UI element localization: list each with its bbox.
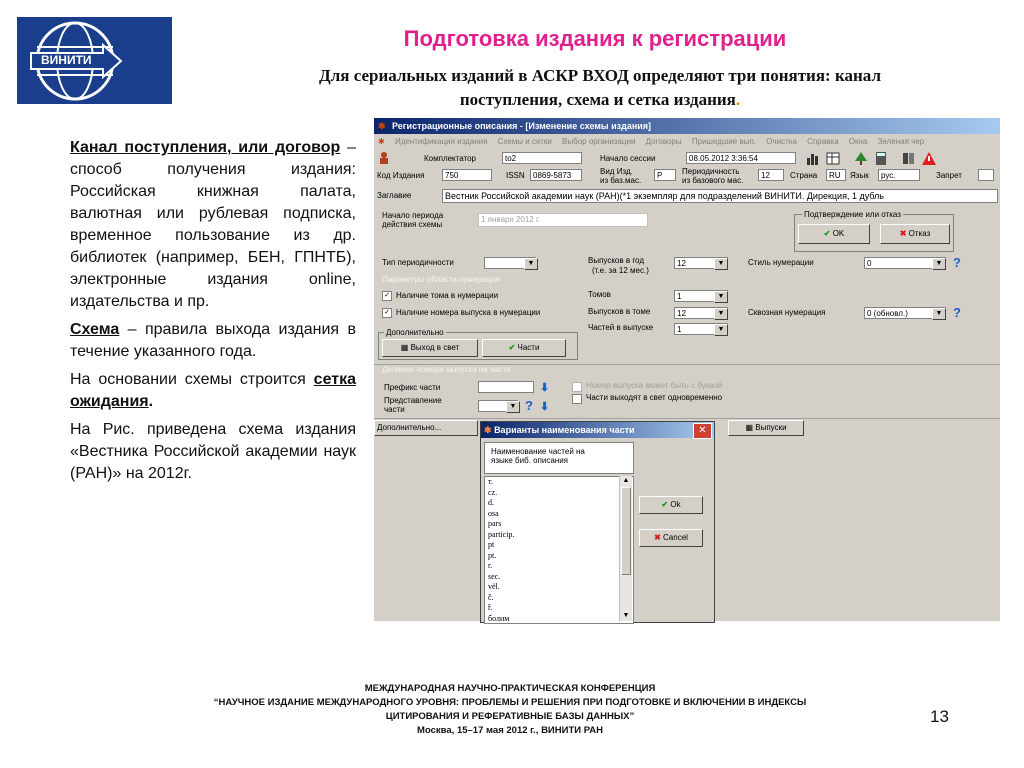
check-icon: ✔ xyxy=(661,500,669,509)
dialog-desc-1: Наименование частей на xyxy=(491,447,585,456)
list-item[interactable]: cz. xyxy=(488,487,498,497)
numbering-style-label: Стиль нумерации xyxy=(748,258,814,267)
logo-text: ВИНИТИ xyxy=(41,53,92,67)
confirm-group-label: Подтверждение или отказ xyxy=(804,210,901,219)
country-field[interactable]: RU xyxy=(826,169,846,181)
ban-field[interactable] xyxy=(978,169,994,181)
menu-item-help[interactable]: Справка xyxy=(807,137,839,146)
period-label-2: из базового мас. xyxy=(682,176,744,185)
parts-together-label: Части выходят в свет одновременно xyxy=(586,393,723,402)
chevron-down-icon[interactable]: ▼ xyxy=(714,308,728,320)
dialog-app-icon: ✱ xyxy=(484,425,492,435)
app-icon: ✱ xyxy=(378,121,386,131)
list-item[interactable]: sec. xyxy=(488,571,501,581)
list-scrollbar[interactable] xyxy=(619,476,632,621)
page-number: 13 xyxy=(930,707,949,726)
list-item[interactable]: pars xyxy=(488,519,502,528)
issue-in-num-label: Наличие номера выпуска в нумерации xyxy=(396,308,541,317)
letter-num-checkbox[interactable] xyxy=(572,382,582,392)
issues-button[interactable] xyxy=(728,420,804,436)
lang-label: Язык xyxy=(850,171,869,180)
menu-item-contracts[interactable]: Договоры xyxy=(645,137,682,146)
chevron-down-icon[interactable]: ▼ xyxy=(714,291,728,303)
vid-field[interactable]: P xyxy=(654,169,676,181)
divider xyxy=(374,418,1000,419)
params-header: Параметры области нумерации xyxy=(382,275,500,284)
list-item[interactable]: vël. xyxy=(488,582,500,591)
country-label: Страна xyxy=(790,171,818,180)
subtitle-line-1: Для сериальных изданий в АСКР ВХОД определяют три понятия: канал xyxy=(319,66,881,85)
volumes-label: Томов xyxy=(588,290,611,299)
term-grid: сетка ожидания xyxy=(70,371,356,410)
kod-label: Код Издания xyxy=(377,171,425,180)
paragraph-channel xyxy=(70,137,356,313)
issues-year-combo[interactable]: 12 xyxy=(674,257,728,269)
warning-icon[interactable] xyxy=(922,152,936,165)
ok-label: OK xyxy=(832,229,845,238)
repr-label-1: Представление xyxy=(384,396,442,405)
chevron-down-icon[interactable]: ▼ xyxy=(622,612,630,619)
menu-item-identification[interactable]: Идентификация издания xyxy=(394,137,488,146)
extra-tab[interactable]: Дополнительно... xyxy=(374,420,478,436)
session-label: Начало сессии xyxy=(600,154,656,163)
start-label-2: действия схемы xyxy=(382,220,443,229)
footer-line-4: Москва, 15–17 мая 2012 г., ВИНИТИ РАН xyxy=(417,725,603,736)
term-scheme: Схема xyxy=(70,321,120,338)
issue-out-button[interactable] xyxy=(382,339,478,357)
division-header: Деление номера выпуска на части xyxy=(382,365,511,374)
prefix-field[interactable] xyxy=(478,381,534,393)
table-icon[interactable] xyxy=(826,152,840,165)
scheme-definition: – правила выхода издания в течение указанного года. xyxy=(70,321,356,360)
scroll-thumb[interactable] xyxy=(621,487,631,575)
vid-label-2: из баз.мас. xyxy=(600,176,642,185)
list-item[interactable]: pt. xyxy=(488,550,497,560)
type-period-label: Тип периодичности xyxy=(382,258,454,267)
cancel-button[interactable] xyxy=(880,224,950,244)
repr-label-2: части xyxy=(384,405,405,414)
footer-line-3: ЦИТИРОВАНИЯ И РЕФЕРАТИВНЫЕ БАЗЫ ДАННЫХ” xyxy=(385,711,635,722)
bar-chart-icon[interactable] xyxy=(806,152,820,165)
viniti-logo xyxy=(17,17,172,104)
komplektator-field[interactable]: to2 xyxy=(502,152,582,164)
menu-item-clear[interactable]: Очистка xyxy=(766,137,797,146)
start-label-1: Начало периода xyxy=(382,211,444,220)
issues-year-label-1: Выпусков в год xyxy=(588,256,644,265)
start-date-field[interactable]: 1 января 2012 г. xyxy=(478,213,648,227)
menu-item-windows[interactable]: Окна xyxy=(848,137,868,146)
help-icon[interactable]: ? xyxy=(525,398,533,413)
footer-line-2: “НАУЧНОЕ ИЗДАНИЕ МЕЖДУНАРОДНОГО УРОВНЯ: ПРОБЛЕМЫ И РЕШЕНИЯ ПРИ ПОДГОТОВКЕ И ВКЛЮЧЕНИИ В ИНДЕКСЫ xyxy=(213,697,807,708)
dialog-title: Варианты наименования части xyxy=(494,425,635,435)
ban-label: Запрет xyxy=(936,171,962,180)
app-title: Регистрационные описания - [Изменение схемы издания] xyxy=(392,121,652,131)
paragraph-grid xyxy=(70,369,356,413)
footer-line-1: МЕЖДУНАРОДНАЯ НАУЧНО-ПРАКТИЧЕСКАЯ КОНФЕРЕНЦИЯ xyxy=(364,683,656,694)
app-titlebar xyxy=(374,118,1000,134)
person-icon xyxy=(378,152,390,164)
kod-field[interactable]: 750 xyxy=(442,169,492,181)
paragraph-scheme xyxy=(70,319,356,363)
left-text-column xyxy=(70,137,356,491)
menu-item-green[interactable]: Зеленая чер xyxy=(877,137,925,146)
vol-in-num-checkbox[interactable]: ✓ xyxy=(382,291,392,301)
chevron-down-icon[interactable]: ▼ xyxy=(714,324,728,336)
title-field[interactable]: Вестник Российской академии наук (РАН)(*1 экземпляр для подразделений ВИНИТИ. Дирекция, 1 дубль xyxy=(442,189,998,203)
cross-icon: ✖ xyxy=(654,533,661,542)
list-item[interactable]: pt xyxy=(488,540,495,549)
issues-per-vol-combo[interactable]: 12 xyxy=(674,307,728,319)
grid-end: . xyxy=(148,393,154,410)
through-num-label: Сквозная нумерация xyxy=(748,308,826,317)
chevron-down-icon[interactable]: ▼ xyxy=(932,258,946,270)
part-names-list[interactable] xyxy=(484,476,634,624)
chevron-down-icon[interactable]: ▼ xyxy=(524,258,538,270)
volumes-combo[interactable]: 1 xyxy=(674,290,728,302)
issn-field[interactable]: 0869-5873 xyxy=(530,169,582,181)
title-label: Заглавие xyxy=(377,191,412,200)
cross-icon: ✖ xyxy=(899,229,907,238)
arrow-down-icon[interactable]: ⬇ xyxy=(540,401,550,413)
part-names-dialog xyxy=(480,421,715,623)
list-item[interactable]: d. xyxy=(488,498,494,507)
list-item[interactable]: č. xyxy=(488,592,494,602)
subtitle-line-2: поступления, схема и сетка издания xyxy=(459,90,736,109)
dialog-desc-2: языке биб. описания xyxy=(491,456,569,465)
vid-label-1: Вид Изд. xyxy=(600,167,633,176)
period-label-1: Периодичность xyxy=(682,167,740,176)
issues-button-label: Выпуски xyxy=(755,423,787,432)
issn-label: ISSN xyxy=(506,171,525,180)
list-item[interactable]: т. xyxy=(488,477,493,486)
parts-combo[interactable]: 1 xyxy=(674,323,728,335)
grid-text: На основании схемы строится xyxy=(70,371,314,388)
parts-button-label: Части xyxy=(517,343,540,352)
arrow-down-icon[interactable]: ⬇ xyxy=(540,382,550,394)
calculator-icon[interactable] xyxy=(874,152,888,165)
chevron-down-icon[interactable]: ▼ xyxy=(714,258,728,270)
parts-together-checkbox[interactable] xyxy=(572,394,582,404)
calendar-icon: ▦ xyxy=(745,423,754,432)
help-icon[interactable]: ? xyxy=(953,255,961,270)
through-num-combo[interactable]: 0 (обновл.) xyxy=(864,307,946,319)
cancel-label: Отказ xyxy=(908,229,931,238)
dialog-titlebar xyxy=(481,422,714,438)
chevron-up-icon[interactable]: ▲ xyxy=(622,477,630,484)
issue-in-num-checkbox[interactable]: ✓ xyxy=(382,308,392,318)
menu-item-received[interactable]: Пришедшие вып. xyxy=(691,137,757,146)
chevron-down-icon[interactable]: ▼ xyxy=(506,401,520,413)
help-icon[interactable]: ? xyxy=(953,305,961,320)
calendar-icon: ▦ xyxy=(400,343,409,352)
period-field[interactable]: 12 xyxy=(758,169,784,181)
letter-num-label: Номер выпуска может быть с буквой xyxy=(586,381,723,390)
dialog-ok-label: Ok xyxy=(670,500,681,509)
dialog-cancel-label: Cancel xyxy=(663,533,688,542)
subtitle-dot: . xyxy=(735,90,741,109)
menu-app-icon: ✱ xyxy=(378,137,385,146)
list-item[interactable]: osa xyxy=(488,508,499,518)
issues-per-vol-label: Выпусков в томе xyxy=(588,307,651,316)
books-icon[interactable] xyxy=(902,152,916,165)
prefix-label: Префикс части xyxy=(384,383,441,392)
menu-item-organization[interactable]: Выбор организации xyxy=(562,137,636,146)
term-channel: Канал поступления, или договор xyxy=(70,139,341,156)
ok-button[interactable] xyxy=(798,224,870,244)
numbering-style-combo[interactable]: 0 xyxy=(864,257,946,269)
list-item[interactable]: r. xyxy=(488,561,493,570)
check-icon: ✔ xyxy=(508,343,516,352)
menubar xyxy=(374,134,1000,149)
slide-subtitle xyxy=(240,64,960,112)
tree-icon[interactable] xyxy=(854,152,868,165)
slide-title: Подготовка издания к регистрации xyxy=(403,26,787,51)
check-icon: ✔ xyxy=(823,229,831,238)
list-item[interactable]: болим xyxy=(488,613,510,623)
extra-group-label: Дополнительно xyxy=(386,328,444,337)
conference-footer xyxy=(100,682,920,738)
parts-button[interactable] xyxy=(482,339,566,357)
paragraph-figure: На Рис. приведена схема издания «Вестника Российской академии наук (РАН)» на 2012г. xyxy=(70,421,356,482)
issue-out-label: Выход в свет xyxy=(410,343,460,352)
session-field[interactable]: 08.05.2012 3:36:54 xyxy=(686,152,796,164)
list-item[interactable]: particip. xyxy=(488,529,515,539)
chevron-down-icon[interactable]: ▼ xyxy=(932,308,946,320)
menu-item-schemes[interactable]: Схемы и сетки xyxy=(497,137,552,146)
dialog-ok-button[interactable] xyxy=(639,496,703,514)
issues-year-label-2: (т.е. за 12 мес.) xyxy=(592,266,649,275)
lang-field[interactable]: рус. xyxy=(878,169,920,181)
dialog-cancel-button[interactable] xyxy=(639,529,703,547)
komplektator-label: Комплектатор xyxy=(424,154,476,163)
parts-label: Частей в выпуске xyxy=(588,323,654,332)
list-item[interactable]: ř. xyxy=(488,603,493,612)
close-icon[interactable]: ✕ xyxy=(693,423,712,439)
vol-in-num-label: Наличие тома в нумерации xyxy=(396,291,499,300)
channel-definition: – способ получения издания: Российская книжная палата, валютная или рублевая подписка, временное пользование из др. библиотек (например, БЕН, ГПНТБ), электронные издания online, издательства и пр. xyxy=(70,139,357,310)
dialog-desc-box xyxy=(484,442,634,474)
